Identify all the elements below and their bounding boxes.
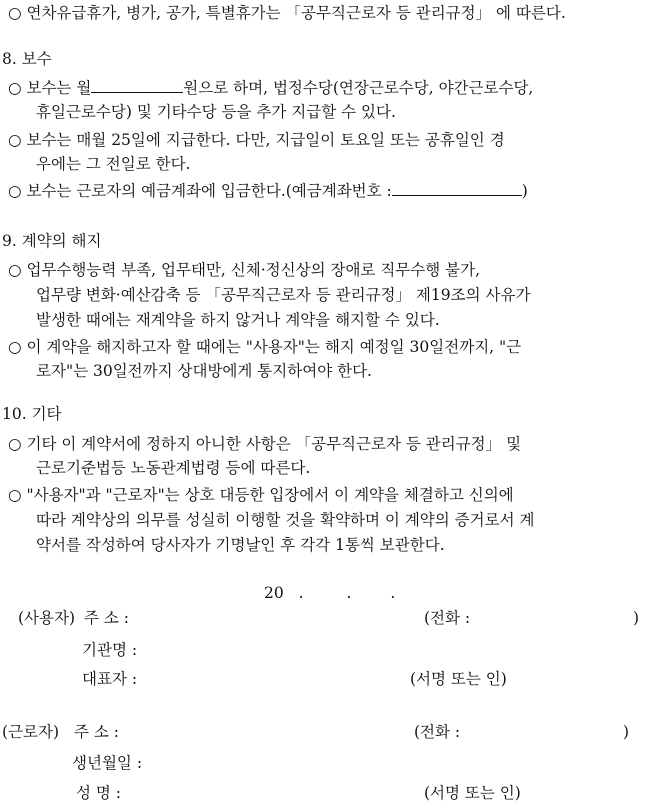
section8-bullet2-line1 xyxy=(8,129,505,151)
contract-date xyxy=(264,582,395,604)
employer-org-label: 기관명 : xyxy=(82,641,138,659)
bullet-circle-icon: ○ xyxy=(8,182,22,200)
bullet-circle-icon: ○ xyxy=(8,79,22,97)
leave-note-text: 연차유급휴가, 병가, 공가, 특별휴가는 「공무직근로자 등 관리규정」 에 따른다. xyxy=(26,4,566,22)
account-text: 보수는 근로자의 예금계좌에 입금한다.(예금계좌번호 : xyxy=(26,182,392,200)
salary-amount-blank[interactable] xyxy=(91,78,183,93)
bullet-circle-icon: ○ xyxy=(8,261,22,279)
employer-sign: (서명 또는 인) xyxy=(410,670,507,688)
bullet-circle-icon: ○ xyxy=(8,486,22,504)
salary-text-b: 원으로 하며, 법정수당(연장근로수당, 야간근로수당, xyxy=(183,79,534,97)
section9-heading: 9. 계약의 해지 xyxy=(2,232,102,250)
employer-address-label: 주 소 : xyxy=(84,609,130,627)
section10-heading: 10. 기타 xyxy=(2,405,62,423)
employer-phone-label: (전화 : xyxy=(424,609,471,627)
section9-bullet2-line2: 로자"는 30일전까지 상대방에게 통지하여야 한다. xyxy=(36,362,372,380)
employee-phone-close: ) xyxy=(623,723,630,741)
date-dot-year: . xyxy=(298,584,304,602)
other-text: 기타 이 계약서에 정하지 아니한 사항은 「공무직근로자 등 관리규정」 및 xyxy=(26,435,522,453)
bullet-circle-icon: ○ xyxy=(8,4,22,22)
employer-role: (사용자) xyxy=(18,609,76,627)
section9-bullet1-line1 xyxy=(8,259,480,281)
employer-rep-label: 대표자 : xyxy=(82,670,138,688)
section8-bullet1-line1 xyxy=(8,77,533,99)
section8-bullet1-line2: 휴일근로수당) 및 기타수당 등을 추가 지급할 수 있다. xyxy=(36,103,396,121)
salary-text-a: 보수는 월 xyxy=(26,79,92,97)
section10-bullet2-line3: 약서를 작성하여 당사자가 기명날인 후 각각 1통씩 보관한다. xyxy=(36,536,445,554)
bullet-circle-icon: ○ xyxy=(8,435,22,453)
section10-bullet1-line1 xyxy=(8,433,521,455)
date-dot-day: . xyxy=(390,584,396,602)
employee-birth-label: 생년월일 : xyxy=(72,754,143,772)
section9-bullet1-line3: 발생한 때에는 재계약을 하지 않거나 계약을 해지할 수 있다. xyxy=(36,311,440,329)
payday-text: 보수는 매월 25일에 지급한다. 다만, 지급일이 토요일 또는 공휴일인 경 xyxy=(26,131,505,149)
section8-heading: 8. 보수 xyxy=(2,50,52,68)
section9-bullet2-line1 xyxy=(8,336,521,358)
section10-bullet2-line2: 따라 계약상의 의무를 성실히 이행할 것을 확약하며 이 계약의 증거로서 계 xyxy=(36,511,535,529)
employee-sign: (서명 또는 인) xyxy=(424,784,521,802)
date-year: 20 xyxy=(264,584,284,602)
bullet-circle-icon: ○ xyxy=(8,338,22,356)
employee-name-label: 성 명 : xyxy=(76,784,122,802)
section10-bullet2-line1 xyxy=(8,484,514,506)
leave-note xyxy=(8,2,566,24)
notice-text: 이 계약을 해지하고자 할 때에는 "사용자"는 해지 예정일 30일전까지, "근 xyxy=(26,338,522,356)
account-close-paren: ) xyxy=(521,182,528,200)
section8-bullet3-line1 xyxy=(8,180,528,202)
bullet-circle-icon: ○ xyxy=(8,131,22,149)
section8-bullet2-line2: 우에는 그 전일로 한다. xyxy=(36,155,191,173)
termination-text: 업무수행능력 부족, 업무태만, 신체·정신상의 장애로 직무수행 불가, xyxy=(26,261,481,279)
employer-phone-close: ) xyxy=(633,609,640,627)
agreement-text: "사용자"과 "근로자"는 상호 대등한 입장에서 이 계약을 체결하고 신의에 xyxy=(26,486,514,504)
employee-phone-label: (전화 : xyxy=(414,723,461,741)
employee-role: (근로자) xyxy=(2,723,60,741)
date-dot-month: . xyxy=(346,584,352,602)
employee-address-label: 주 소 : xyxy=(74,723,120,741)
account-number-blank[interactable] xyxy=(392,181,522,196)
section10-bullet1-line2: 근로기준법등 노동관계법령 등에 따른다. xyxy=(36,459,311,477)
section9-bullet1-line2: 업무량 변화·예산감축 등 「공무직근로자 등 관리규정」 제19조의 사유가 xyxy=(36,286,531,304)
